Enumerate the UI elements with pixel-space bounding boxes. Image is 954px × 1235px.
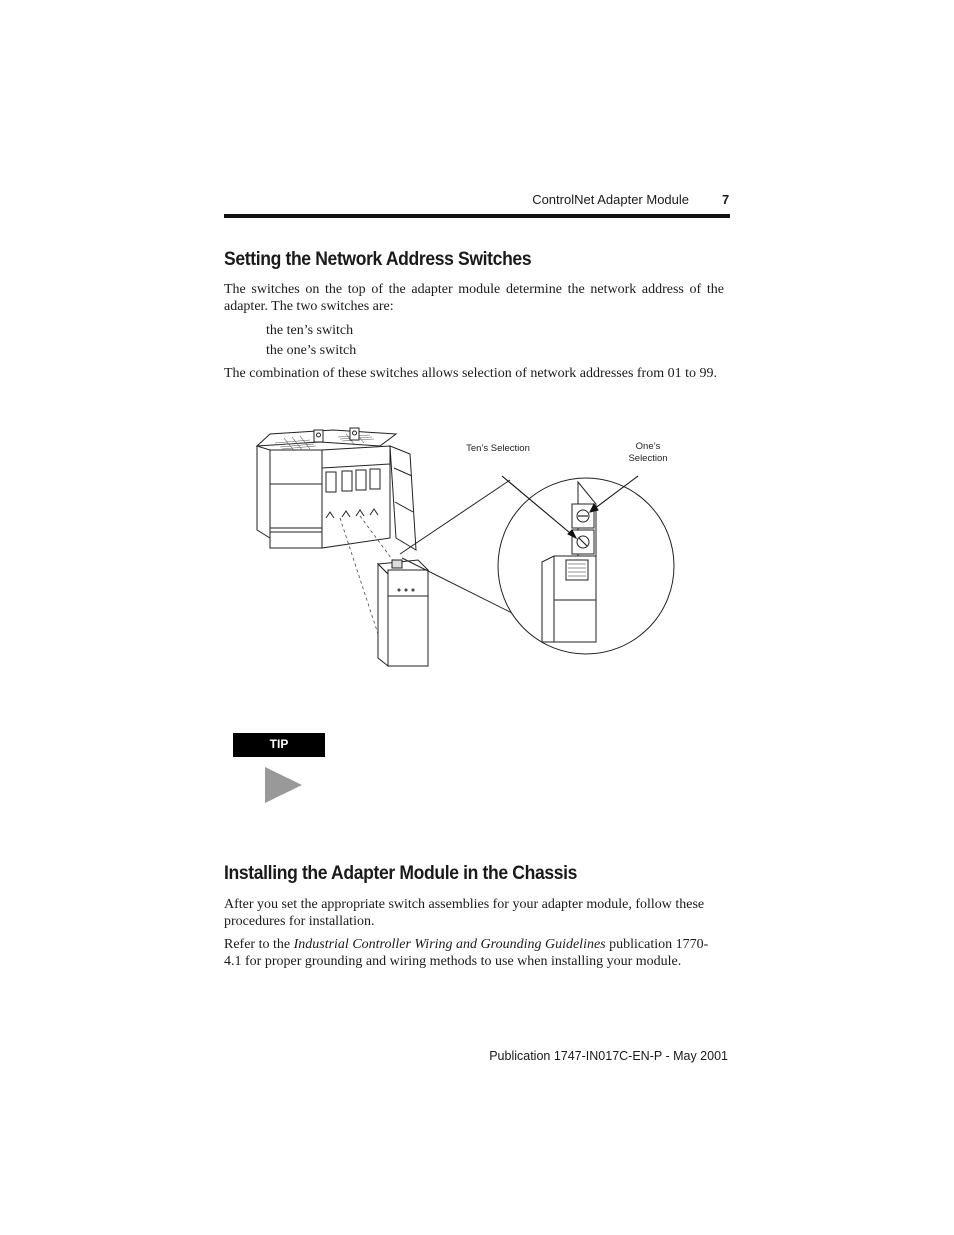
section-heading-install-adapter: Installing the Adapter Module in the Chassis: [224, 862, 578, 884]
header-rule: [224, 214, 730, 218]
install-paragraph: After you set the appropriate switch assemblies for your adapter module, follow these procedures for installation.: [224, 897, 705, 929]
adapter-module-drawing: [378, 560, 428, 666]
adapter-switch-figure: [250, 420, 680, 680]
ones-selection-label-line1: One’s: [635, 441, 661, 452]
ones-selection-label-line2: Selection: [628, 453, 668, 464]
chassis-drawing: [257, 428, 416, 550]
section-heading-network-address: Setting the Network Address Switches: [224, 248, 532, 270]
magnified-switch-view: [498, 478, 674, 654]
tip-arrow-icon: [265, 767, 302, 803]
ones-selection-label: [622, 441, 674, 465]
tip-badge: TIP: [233, 733, 325, 757]
intro-paragraph: The switches on the top of the adapter module determine the network address of the adapter. The two switches are:: [224, 282, 724, 314]
tens-selection-label: Ten’s Selection: [466, 443, 530, 454]
combination-paragraph: The combination of these switches allows selection of network addresses from 01 to 99.: [224, 366, 717, 381]
wiring-text-before: Refer to the: [224, 937, 294, 952]
wiring-guidelines-paragraph: [224, 936, 724, 970]
wiring-text-after: publication 1770-4.1 for proper grounding and wiring methods to use when installing your module.: [224, 937, 709, 969]
publication-footer: Publication 1747-IN017C-EN-P - May 2001: [489, 1049, 728, 1063]
page-number: 7: [722, 192, 730, 207]
bullet-tens-switch: the ten’s switch: [266, 323, 354, 338]
bullet-ones-switch: the one’s switch: [266, 343, 357, 358]
wiring-guidelines-title: Industrial Controller Wiring and Grounding Guidelines: [293, 937, 606, 952]
running-header-title: ControlNet Adapter Module: [532, 192, 689, 207]
